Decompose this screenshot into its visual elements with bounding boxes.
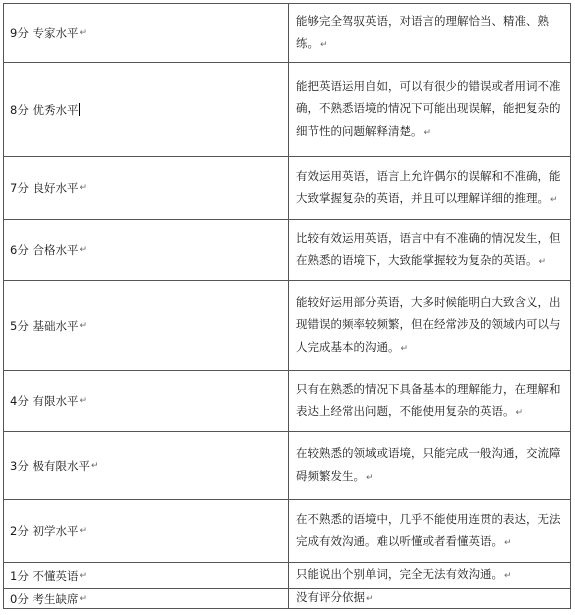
paragraph-mark: ↵ bbox=[79, 183, 88, 193]
paragraph-mark: ↵ bbox=[423, 127, 432, 138]
paragraph-mark: ↵ bbox=[504, 538, 512, 548]
description-text: 有效运用英语，语言上允许偶尔的误解和不准确，能大致掌握复杂的英语，并且可以理解详细的推理。 bbox=[296, 168, 561, 205]
table-row bbox=[4, 63, 570, 157]
description-cell bbox=[296, 63, 568, 156]
score-level-cell bbox=[10, 63, 280, 156]
table-row bbox=[4, 432, 570, 500]
table-row bbox=[4, 220, 570, 281]
score-level-text: 5分 基础水平 bbox=[10, 318, 79, 333]
paragraph-mark: ↵ bbox=[79, 320, 88, 331]
score-level-cell bbox=[10, 281, 280, 370]
paragraph-mark: ↵ bbox=[79, 526, 88, 536]
score-level-cell bbox=[10, 4, 280, 62]
description-cell bbox=[296, 432, 568, 499]
score-level-text: 1分 不懂英语 bbox=[10, 568, 79, 583]
description-cell bbox=[296, 500, 568, 562]
paragraph-mark: ↵ bbox=[550, 195, 558, 205]
description-cell bbox=[296, 157, 568, 219]
score-level-text: 6分 合格水平 bbox=[10, 243, 79, 257]
score-level-cell bbox=[10, 500, 280, 562]
paragraph-mark: ↵ bbox=[79, 396, 88, 406]
description-cell bbox=[296, 371, 568, 431]
table-row bbox=[4, 589, 570, 608]
description-cell bbox=[296, 281, 568, 370]
score-level-cell bbox=[10, 432, 280, 499]
description-text: 在不熟悉的语境中，几乎不能使用连贯的表达，无法完成有效沟通。难以听懂或者看懂英语。 bbox=[296, 511, 561, 548]
description-text: 只有在熟悉的情况下具备基本的理解能力，在理解和表达上经常出问题，不能使用复杂的英语。 bbox=[296, 381, 561, 418]
paragraph-mark: ↵ bbox=[400, 343, 409, 354]
score-level-cell bbox=[10, 563, 280, 588]
paragraph-mark: ↵ bbox=[90, 460, 99, 471]
description-text: 能较好运用部分英语，大多时候能明白大致含义，出现错误的频率较频繁，但在经常涉及的领域内可以与人完成基本的沟通。 bbox=[296, 294, 561, 354]
paragraph-mark: ↵ bbox=[366, 472, 374, 483]
table-row bbox=[4, 281, 570, 371]
description-cell bbox=[296, 220, 568, 280]
score-level-cell bbox=[10, 589, 280, 608]
description-text: 比较有效运用英语，语言中有不准确的情况发生，但在熟悉的语境下，大致能掌握较为复杂的英语。 bbox=[296, 230, 561, 267]
table-row bbox=[4, 563, 570, 589]
score-level-text: 0分 考生缺席 bbox=[10, 591, 79, 606]
description-cell bbox=[296, 4, 568, 62]
score-level-cell bbox=[10, 371, 280, 431]
paragraph-mark: ↵ bbox=[504, 571, 512, 582]
table-row bbox=[4, 157, 570, 220]
description-text: 只能说出个别单词，完全无法有效沟通。 bbox=[296, 567, 503, 582]
table-row bbox=[4, 4, 570, 63]
description-cell bbox=[296, 563, 568, 588]
score-level-text: 4分 有限水平 bbox=[10, 394, 79, 408]
paragraph-mark: ↵ bbox=[515, 408, 524, 418]
text-cursor bbox=[79, 103, 80, 116]
description-text: 在较熟悉的领域或语境，只能完成一般沟通，交流障碍频繁发生。 bbox=[296, 446, 561, 483]
paragraph-mark: ↵ bbox=[79, 245, 88, 255]
score-level-cell bbox=[10, 157, 280, 219]
description-cell bbox=[296, 589, 568, 608]
description-text: 没有评分依据 bbox=[296, 590, 365, 605]
table-row bbox=[4, 500, 570, 563]
paragraph-mark: ↵ bbox=[366, 594, 374, 605]
score-level-text: 2分 初学水平 bbox=[10, 524, 79, 538]
score-level-text: 7分 良好水平 bbox=[10, 181, 79, 195]
score-level-text: 3分 极有限水平 bbox=[10, 458, 90, 473]
description-text: 能把英语运用自如，可以有很少的错误或者用词不准确，不熟悉语境的情况下可能出现误解，能把复杂的细节性的问题解释清楚。 bbox=[296, 78, 561, 138]
paragraph-mark: ↵ bbox=[538, 257, 547, 267]
table-row bbox=[4, 371, 570, 432]
paragraph-mark: ↵ bbox=[79, 593, 88, 604]
score-level-text: 8分 优秀水平 bbox=[10, 102, 79, 117]
paragraph-mark: ↵ bbox=[79, 570, 88, 581]
description-text: 能够完全驾驭英语，对语言的理解恰当、精准、熟练。 bbox=[296, 13, 549, 50]
ielts-score-table bbox=[3, 3, 571, 609]
score-level-cell bbox=[10, 220, 280, 280]
paragraph-mark: ↵ bbox=[320, 40, 328, 50]
score-level-text: 9分 专家水平 bbox=[10, 26, 79, 40]
paragraph-mark: ↵ bbox=[79, 28, 88, 38]
